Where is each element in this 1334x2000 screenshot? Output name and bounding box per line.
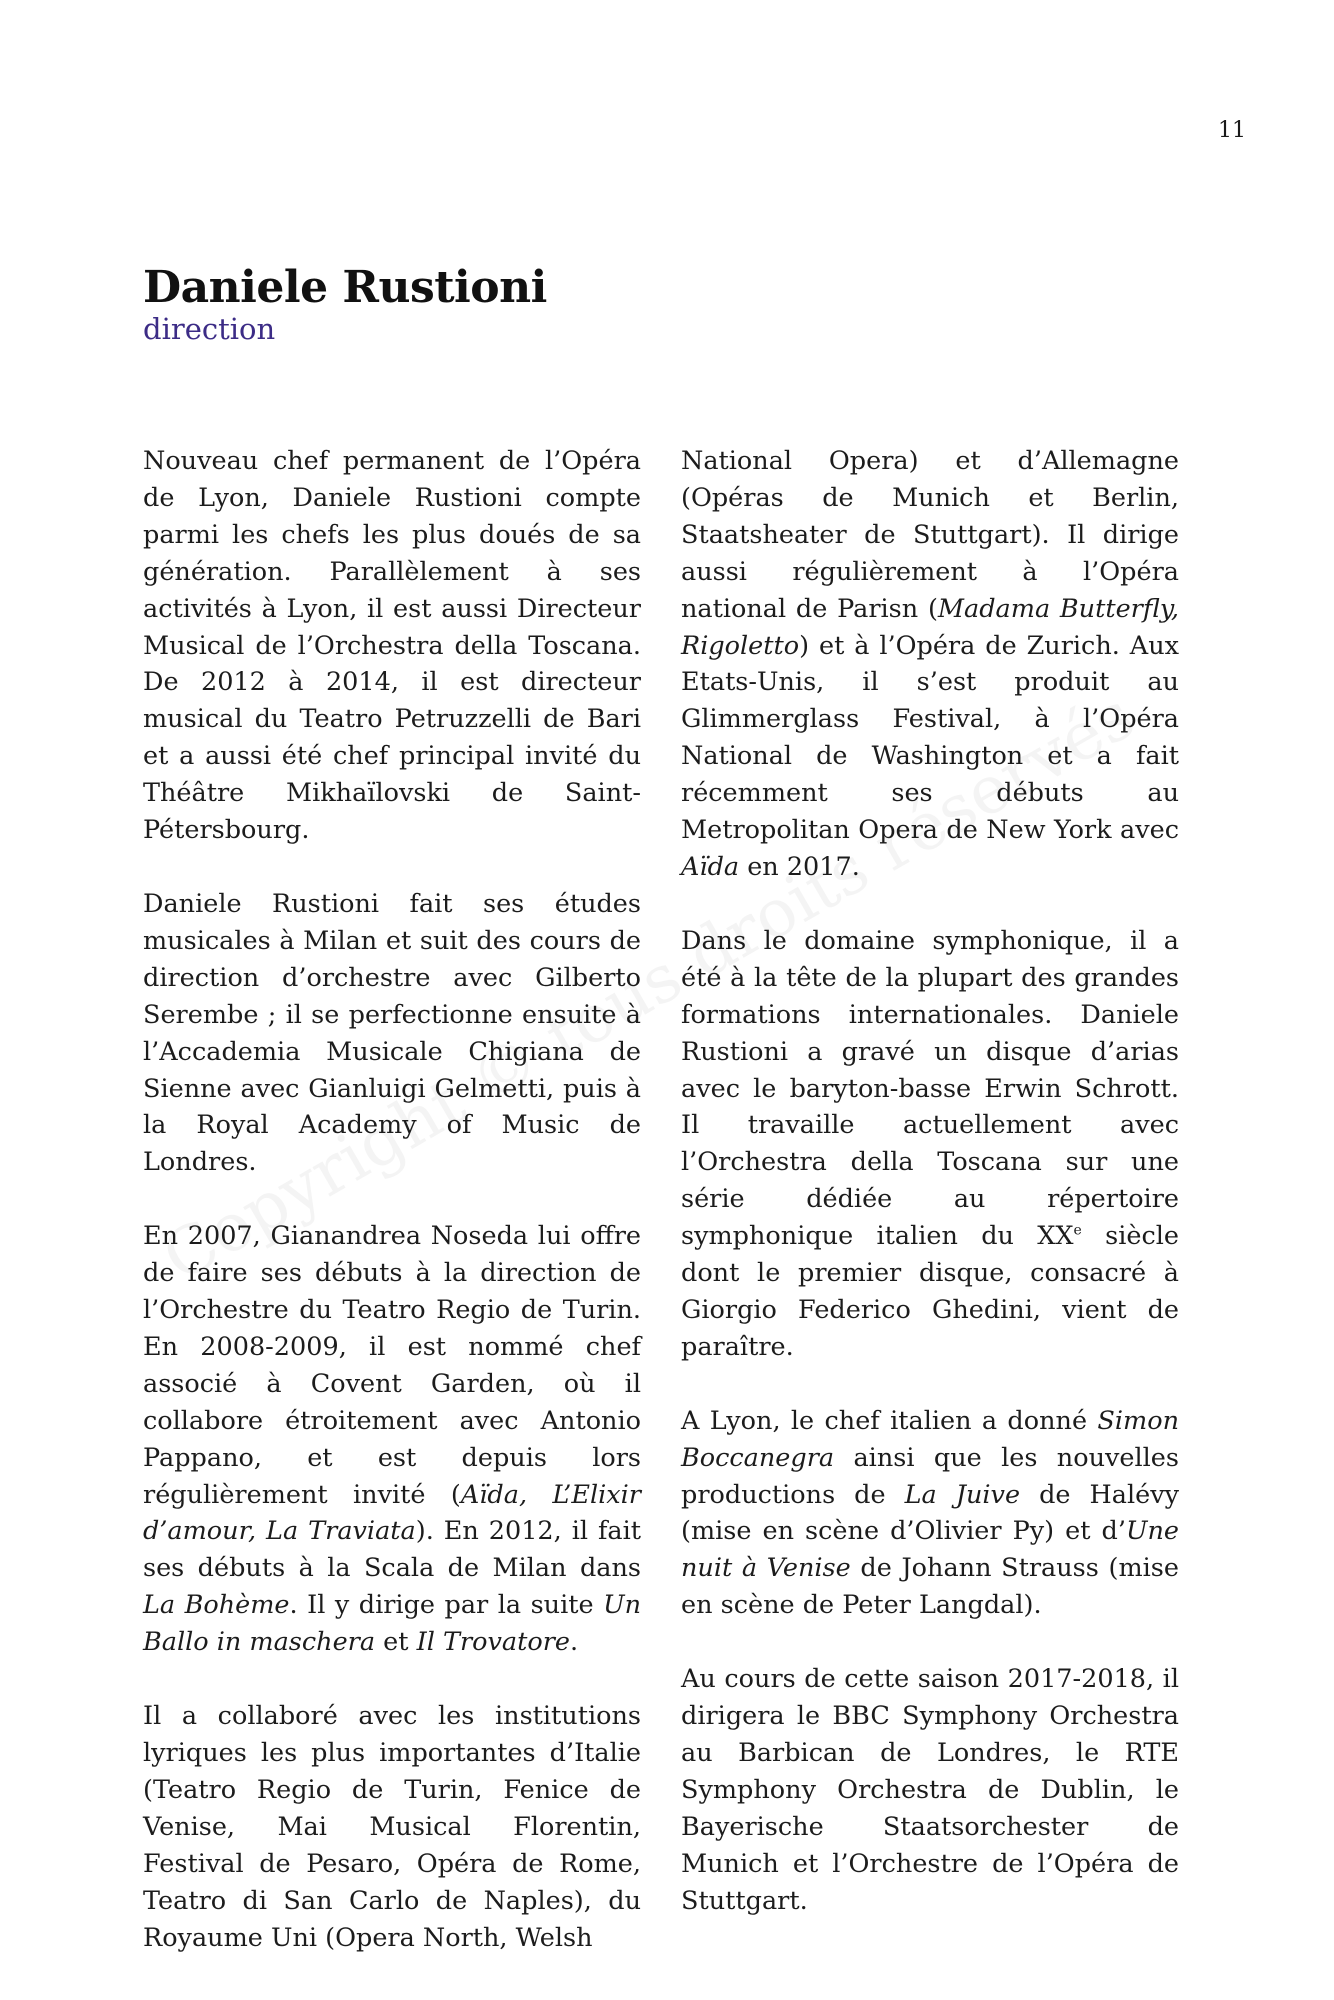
- right-column: [681, 443, 1179, 1920]
- opera-title: Un Ballo in maschera: [143, 1590, 641, 1658]
- century-superscript: e: [1073, 1222, 1082, 1239]
- bio-paragraph: Il a collaboré avec les institutions lyriques les plus importantes d’Italie (Teatro Regio de Turin, Fenice de Venise, Mai Musical Florentin, Festival de Pesaro, Opéra de Rome, Teatro di San Carlo de Naples), du Royaume Uni (Opera North, Welsh: [143, 1701, 641, 1953]
- text-run: A Lyon, le chef italien a donné: [681, 1405, 1098, 1436]
- text-run: de Johann Strauss (mise en scène de Peter Langdal).: [681, 1553, 1179, 1621]
- opera-title: Madama Butterfly, Rigoletto: [681, 593, 1179, 661]
- text-run: National Opera) et d’Allemagne (Opéras de Munich et Berlin, Staatsheater de Stuttgart). Il dirige aussi régulièrement à l’Opéra national de Parisn (: [681, 446, 1179, 624]
- text-run: .: [570, 1627, 579, 1658]
- bio-paragraph: [143, 1218, 641, 1661]
- text-run: siècle dont le premier disque, consacré à Giorgio Federico Ghedini, vient de paraître.: [681, 1221, 1179, 1362]
- opera-title: La Juive: [904, 1479, 1021, 1510]
- text-run: et: [375, 1627, 417, 1658]
- opera-title: Une nuit à Venise: [681, 1516, 1179, 1584]
- bio-paragraph: [681, 923, 1179, 1366]
- left-column: [143, 443, 641, 1956]
- bio-paragraph: Nouveau chef permanent de l’Opéra de Lyon, Daniele Rustioni compte parmi les chefs les plus doués de sa génération. Parallèlement à ses activités à Lyon, il est aussi Directeur Musical de l’Orchestra della Toscana. De 2012 à 2014, il est directeur musical du Teatro Petruzzelli de Bari et a aussi été chef principal invité du Théâtre Mikhaïlovski de Saint-Pétersbourg.: [143, 446, 641, 846]
- text-run: ). En 2012, il fait ses débuts à la Scala de Milan dans: [143, 1516, 642, 1584]
- bio-paragraph: [681, 443, 1179, 886]
- text-run: ainsi que les nouvelles productions de: [681, 1442, 1179, 1510]
- bio-paragraph: Au cours de cette saison 2017-2018, il dirigera le BBC Symphony Orchestra au Barbican de Londres, le RTE Symphony Orchestra de Dublin, le Bayerische Staatsorchester de Munich et l’Orchestre de l’Opéra de Stuttgart.: [681, 1664, 1179, 1916]
- opera-title: Aïda: [681, 851, 740, 882]
- text-run: En 2007, Gianandrea Noseda lui offre de faire ses débuts à la direction de l’Orchestre du Teatro Regio de Turin. En 2008-2009, il est nommé chef associé à Covent Garden, où il collabore étroitement avec Antonio Pappano, et est depuis lors régulièrement invité (: [143, 1221, 641, 1510]
- opera-title: Aïda, L’Elixir d’amour, La Traviata: [143, 1479, 642, 1547]
- text-run: Dans le domaine symphonique, il a été à la tête de la plupart des grandes formations internationales. Daniele Rustioni a gravé un disque d’arias avec le baryton-basse Erwin Schrott. Il travaille actuellement avec l’Orchestra della Toscana sur une série dédiée au répertoire symphonique italien du XX: [681, 925, 1179, 1252]
- text-run: en 2017.: [739, 851, 860, 882]
- text-run: . Il y dirige par la suite: [289, 1590, 604, 1621]
- opera-title: La Bohème: [143, 1590, 290, 1621]
- text-run: ) et à l’Opéra de Zurich. Aux Etats-Unis, il s’est produit au Glimmerglass Festival, à l’Opéra National de Washington et a fait récemment ses débuts au Metropolitan Opera de New York avec: [681, 630, 1179, 846]
- bio-paragraph: [681, 1403, 1179, 1624]
- bio-paragraph: Daniele Rustioni fait ses études musicales à Milan et suit des cours de direction d’orchestre avec Gilberto Serembe ; il se perfectionne ensuite à l’Accademia Musicale Chigiana de Sienne avec Gianluigi Gelmetti, puis à la Royal Academy of Music de Londres.: [143, 888, 641, 1178]
- opera-title: Simon Boccanegra: [681, 1405, 1179, 1473]
- artist-name: Daniele Rustioni: [143, 262, 547, 313]
- opera-title: Il Trovatore: [416, 1627, 570, 1658]
- text-run: de Halévy (mise en scène d’Olivier Py) et d’: [681, 1479, 1179, 1547]
- page-number: 11: [1218, 118, 1246, 143]
- artist-role: direction: [143, 312, 276, 346]
